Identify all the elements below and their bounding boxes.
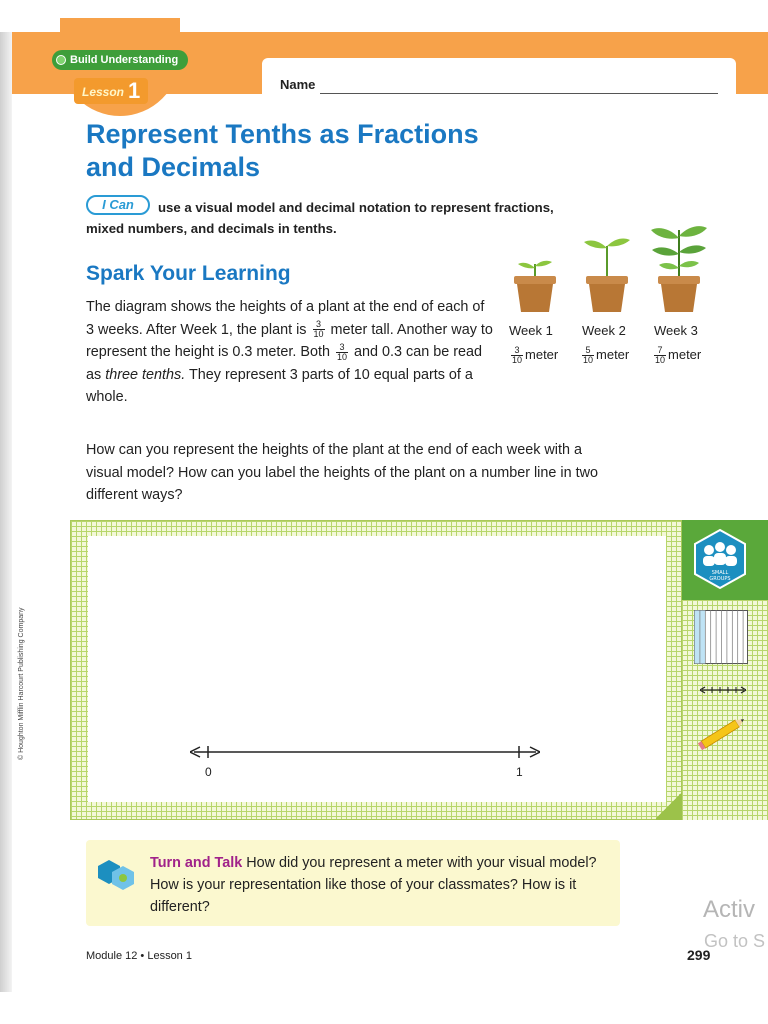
name-card — [262, 58, 736, 104]
week-1-fraction: $\frac{3}{10}$ — [512, 345, 523, 365]
pencil-icon — [694, 712, 750, 754]
small-groups-icon — [692, 528, 748, 590]
turn-and-talk-text — [150, 852, 610, 918]
number-line-end-label: 1 — [516, 765, 523, 779]
number-line[interactable] — [190, 742, 540, 762]
week-3-fraction: $\frac{7}{10}$ — [655, 345, 666, 365]
spark-paragraph — [86, 296, 496, 409]
small-groups-label-2: GROUPS — [709, 576, 731, 582]
plant-week-1-image — [504, 224, 566, 316]
spark-text-4: They represent 3 parts of 10 equal parts of a whole. — [86, 366, 473, 405]
copyright-notice: © Houghton Mifflin Harcourt Publishing Company — [18, 607, 25, 760]
plant-week-2-image — [576, 224, 638, 316]
week-1-label: Week 1 — [509, 323, 553, 338]
spark-text-1: The diagram shows the heights of a plant at the end of each of 3 weeks. After Week 1, the plant is — [86, 299, 485, 338]
turn-and-talk-prompt: How did you represent a meter with your visual model? How is your representation like those of your classmates? How is it different? — [150, 855, 597, 915]
fraction-three-tenths-2: $\frac{3}{10}$ — [337, 341, 348, 362]
plant-week-3-image — [648, 224, 710, 316]
week-2-fraction: $\frac{5}{10}$ — [583, 345, 594, 365]
small-groups-label-1: SMALL — [711, 570, 729, 576]
footer-module: Module 12 • Lesson 1 — [86, 950, 192, 962]
ican-badge: I Can — [86, 195, 150, 215]
turn-and-talk-title: Turn and Talk — [150, 855, 243, 871]
week-3-height: $\frac{7}{10}$ meter — [655, 345, 702, 365]
number-line-icon — [700, 684, 746, 696]
build-label: Build Understanding — [70, 54, 179, 66]
week-2-label: Week 2 — [582, 323, 626, 338]
week-2-height: $\frac{5}{10}$ meter — [583, 345, 630, 365]
spark-text-2: meter tall. Another way to represent the height is 0.3 meter. Both — [86, 321, 493, 360]
bottom-margin — [0, 992, 768, 1024]
page-curl — [656, 790, 682, 820]
tenths-strip-icon — [694, 610, 748, 664]
lesson-word: Lesson — [82, 85, 125, 99]
spark-text-3: and 0.3 can be read as — [86, 344, 483, 383]
ican-statement: use a visual model and decimal notation to represent fractions, mixed numbers, and decimals in tenths. — [86, 200, 554, 236]
speech-bubbles-icon — [96, 858, 136, 892]
spark-heading: Spark Your Learning — [86, 262, 291, 285]
title-line-2: and Decimals — [86, 152, 261, 182]
lesson-tab — [74, 78, 148, 104]
lesson-badge — [46, 38, 188, 116]
spark-italic: three tenths. — [105, 366, 186, 383]
spark-question: How can you represent the heights of the plant at the end of each week with a visual model? How can you label the heights of the plant on a number line in two different ways? — [86, 442, 598, 503]
name-write-line[interactable] — [320, 93, 718, 94]
work-area[interactable] — [88, 536, 666, 802]
number-line-start-label: 0 — [205, 765, 212, 779]
green-dot-icon — [56, 55, 66, 65]
page-title — [86, 118, 586, 184]
week-3-label: Week 3 — [654, 323, 698, 338]
lesson-number: 1 — [128, 78, 141, 103]
build-understanding-pill — [52, 50, 188, 70]
name-label: Name — [280, 77, 316, 92]
page-edge-shadow — [0, 32, 12, 992]
activation-watermark-subtitle: Go to S — [704, 931, 766, 951]
activation-watermark-title: Activ — [703, 896, 756, 923]
title-line-1: Represent Tenths as Fractions — [86, 119, 479, 149]
page-number: 299 — [687, 947, 711, 963]
week-1-height: $\frac{3}{10}$ meter — [512, 345, 559, 365]
fraction-three-tenths: $\frac{3}{10}$ — [313, 319, 324, 340]
